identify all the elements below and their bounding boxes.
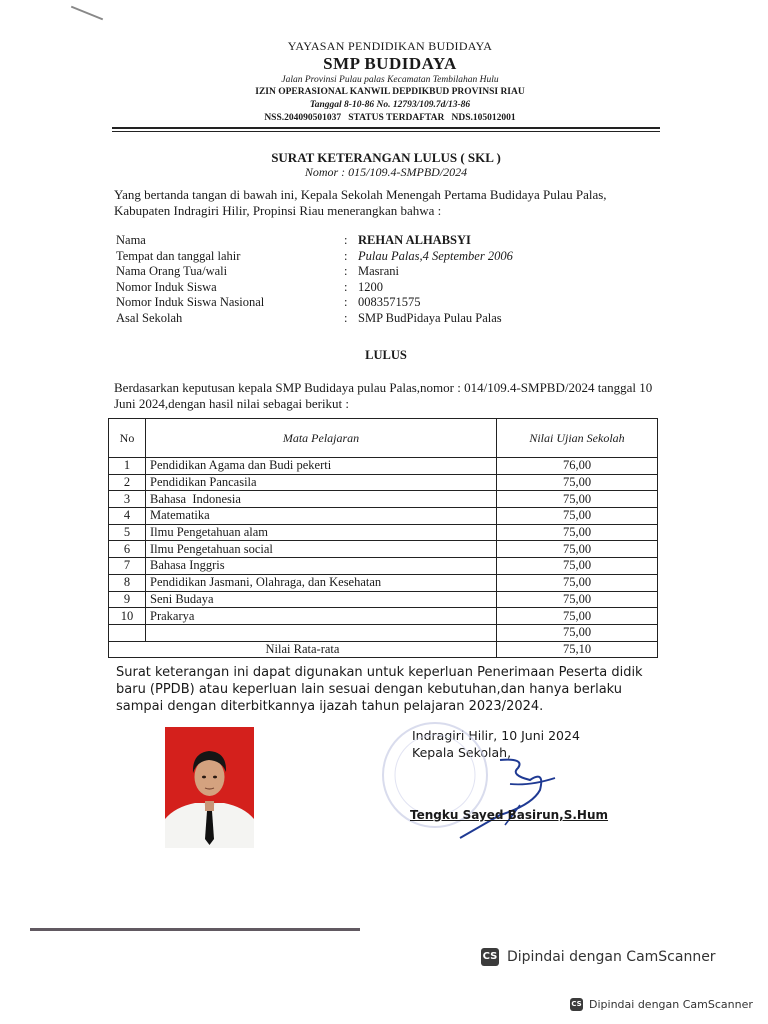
table-row [109,624,658,641]
identity-row [116,311,513,327]
table-row [109,558,658,575]
identity-row [116,233,513,249]
identity-row [116,264,513,280]
row-subject: Bahasa Inggris [146,558,497,575]
decision-paragraph: Berdasarkan keputusan kepala SMP Budidaya pulau Palas,nomor : 014/109.4-SMPBD/2024 tanggal 10 Juni 2024,dengan hasil nilai sebagai berikut : [114,380,653,411]
usage-note: Surat keterangan ini dapat digunakan untuk keperluan Penerimaan Peserta didik baru (PPDB) atau keperluan lain sesuai dengan kebutuhan,dan hanya berlaku sampai dengan diterbitkannya ijazah tahun pelajaran 2023/2024. [116,665,643,714]
row-no: 2 [109,474,146,491]
row-subject: Bahasa Indonesia [146,491,497,508]
scan-edge-line [30,928,360,931]
row-no [109,624,146,641]
signature-position: Kepala Sekolah, [412,745,512,760]
student-photo [165,727,254,848]
row-score: 75,00 [497,524,658,541]
operational-permit: IZIN OPERASIONAL KANWIL DEPDIKBUD PROVINSI RIAU [255,87,525,97]
row-score: 76,00 [497,458,658,475]
row-subject [146,624,497,641]
row-score: 75,00 [497,574,658,591]
camscanner-watermark-large [481,948,716,966]
nss-line: NSS.204090501037 STATUS TERDAFTAR NDS.105012001 [264,113,516,123]
national-student-number: 0083571575 [358,295,421,310]
camscanner-watermark-small [570,998,753,1011]
average-label: Nilai Rata-rata [109,641,497,658]
header-score: Nilai Ujian Sekolah [497,419,658,458]
student-identity [116,233,513,327]
row-no: 9 [109,591,146,608]
identity-label: Nomor Induk Siswa Nasional [116,295,265,310]
identity-row [116,280,513,296]
identity-label: Tempat dan tanggal lahir [116,248,241,263]
identity-label: Nomor Induk Siswa [116,279,217,294]
camscanner-text: Dipindai dengan CamScanner [507,949,716,965]
average-row [109,641,658,658]
parent-name: Masrani [358,264,399,279]
student-number: 1200 [358,279,383,294]
identity-colon: : [344,233,348,247]
table-row [109,458,658,475]
row-subject: Seni Budaya [146,591,497,608]
identity-colon: : [344,248,348,263]
average-value: 75,10 [497,641,658,658]
header-subject: Mata Pelajaran [146,419,497,458]
signature-place-date: Indragiri Hilir, 10 Juni 2024 [412,728,580,743]
row-subject: Pendidikan Jasmani, Olahraga, dan Kesehatan [146,574,497,591]
row-score: 75,00 [497,541,658,558]
row-no: 8 [109,574,146,591]
row-score: 75,00 [497,591,658,608]
camscanner-text: Dipindai dengan CamScanner [589,998,753,1011]
identity-label: Nama [116,233,146,247]
table-row [109,608,658,625]
header-divider-thin [112,131,660,132]
table-row [109,591,658,608]
identity-colon: : [344,310,348,325]
row-score: 75,00 [497,508,658,525]
row-no: 6 [109,541,146,558]
identity-colon: : [344,295,348,310]
identity-row [116,249,513,265]
principal-name: Tengku Sayed Basirun,S.Hum [410,808,609,822]
table-row [109,491,658,508]
camscanner-icon: CS [481,948,499,966]
row-subject: Matematika [146,508,497,525]
table-row [109,508,658,525]
row-score: 75,00 [497,491,658,508]
identity-row [116,295,513,311]
scan-mark [71,6,103,21]
row-score: 75,00 [497,624,658,641]
row-no: 1 [109,458,146,475]
table-row [109,574,658,591]
official-stamp-and-signature [360,720,620,845]
row-score: 75,00 [497,474,658,491]
row-no: 10 [109,608,146,625]
student-name: REHAN ALHABSYI [358,233,471,247]
permit-date: Tanggal 8-10-86 No. 12793/109.7d/13-86 [309,100,471,110]
document-title: SURAT KETERANGAN LULUS ( SKL ) [271,150,501,165]
table-row [109,524,658,541]
row-no: 4 [109,508,146,525]
school-address: Jalan Provinsi Pulau palas Kecamatan Tembilahan Hulu [281,75,499,85]
foundation-name: YAYASAN PENDIDIKAN BUDIDAYA [287,39,493,53]
row-subject: Pendidikan Agama dan Budi pekerti [146,458,497,475]
row-no: 5 [109,524,146,541]
identity-colon: : [344,279,348,294]
row-subject: Prakarya [146,608,497,625]
origin-school: SMP BudPidaya Pulau Palas [358,310,502,325]
row-subject: Ilmu Pengetahuan social [146,541,497,558]
row-no: 7 [109,558,146,575]
row-score: 75,00 [497,608,658,625]
school-name: SMP BUDIDAYA [323,54,457,73]
camscanner-icon: CS [570,998,583,1011]
row-subject: Ilmu Pengetahuan alam [146,524,497,541]
identity-label: Nama Orang Tua/wali [116,264,228,279]
header-divider [112,127,660,129]
graduation-status: LULUS [365,348,407,362]
identity-label: Asal Sekolah [116,310,183,325]
table-row [109,541,658,558]
row-subject: Pendidikan Pancasila [146,474,497,491]
table-row [109,474,658,491]
header-no: No [109,419,146,458]
intro-paragraph: Yang bertanda tangan di bawah ini, Kepala Sekolah Menengah Pertama Budidaya Pulau Palas, Kabupaten Indragiri Hilir, Propinsi Riau menerangkan bahwa : [114,187,607,218]
row-no: 3 [109,491,146,508]
grades-header-row [109,419,658,458]
student-portrait-image [165,727,254,848]
grades-table [108,418,658,658]
row-score: 75,00 [497,558,658,575]
document-number: Nomor : 015/109.4-SMPBD/2024 [304,165,468,179]
birth-place-date: Pulau Palas,4 September 2006 [358,248,513,263]
identity-colon: : [344,264,348,279]
